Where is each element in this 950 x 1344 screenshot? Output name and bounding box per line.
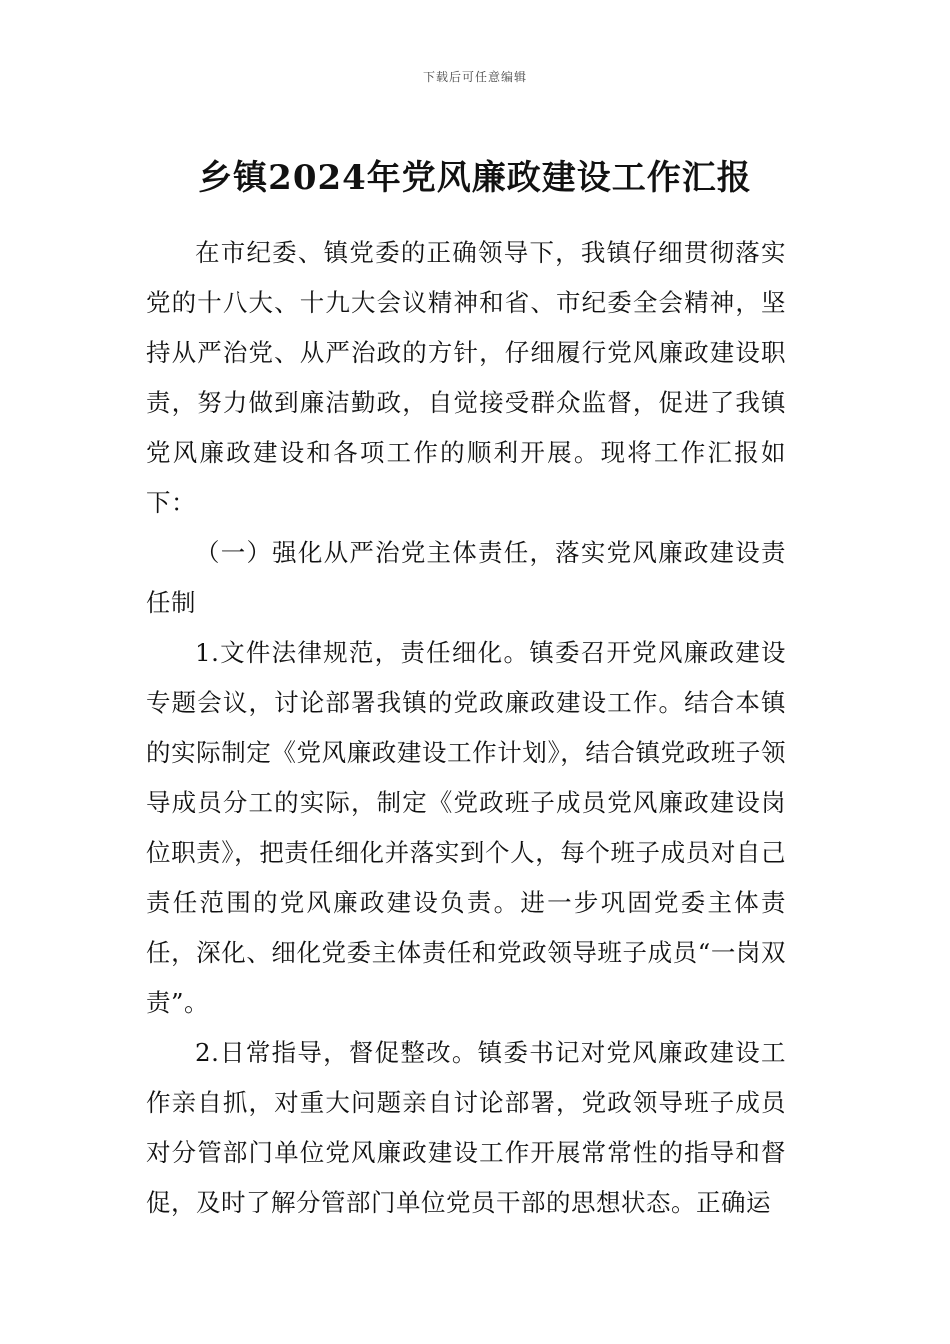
paragraph-intro: 在市纪委、镇党委的正确领导下，我镇仔细贯彻落实党的十八大、十九大会议精神和省、市纪委全会精神，坚持从严治党、从严治政的方针，仔细履行党风廉政建设职责，努力做到廉洁勤政，自觉接受群众监督，促进了我镇党风廉政建设和各项工作的顺利开展。现将工作汇报如下： [146, 238, 786, 517]
document-title: 乡镇2024年党风廉政建设工作汇报 [198, 158, 752, 198]
paragraph-item-2: 2.日常指导，督促整改。镇委书记对党风廉政建设工作亲自抓，对重大问题亲自讨论部署，党政领导班子成员对分管部门单位党风廉政建设工作开展常常性的指导和督促，及时了解分管部门单位党员干部的思想状态。正确运 [146, 1038, 786, 1217]
header-note: 下载后可任意编辑 [422, 70, 527, 84]
section-heading-1: （一）强化从严治党主体责任，落实党风廉政建设责任制 [146, 538, 786, 617]
document-body [146, 228, 786, 1228]
paragraph-item-1: 1.文件法律规范，责任细化。镇委召开党风廉政建设专题会议，讨论部署我镇的党政廉政建设工作。结合本镇的实际制定《党风廉政建设工作计划》，结合镇党政班子领导成员分工的实际，制定《党政班子成员党风廉政建设岗位职责》，把责任细化并落实到个人，每个班子成员对自己责任范围的党风廉政建设负责。进一步巩固党委主体责任，深化、细化党委主体责任和党政领导班子成员“一岗双责”。 [146, 638, 786, 1017]
